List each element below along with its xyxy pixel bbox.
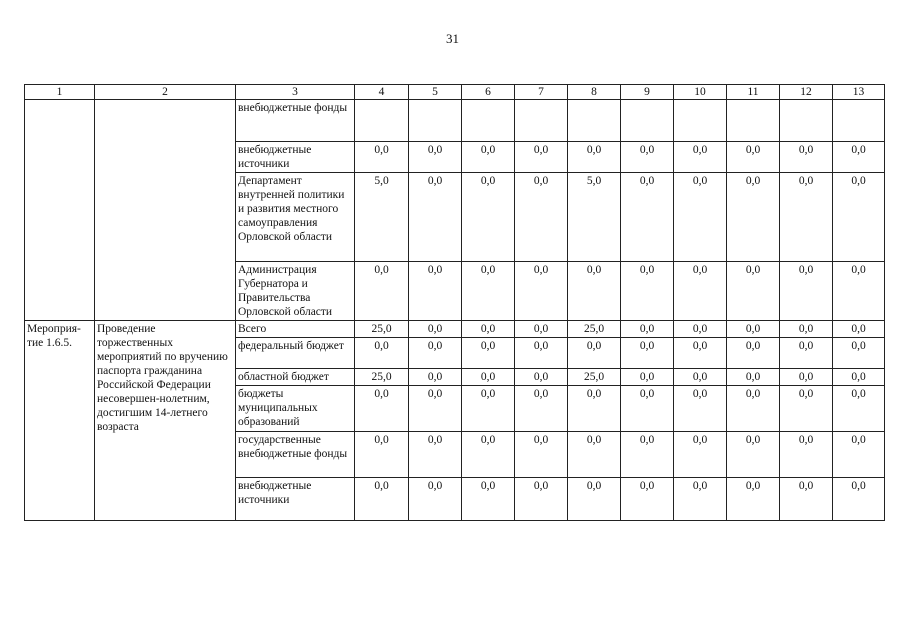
value-cell: 0,0 (727, 386, 780, 432)
value-cell: 25,0 (355, 321, 409, 338)
funding-source-cell: государственные внебюджетные фонды (236, 432, 355, 478)
value-cell: 0,0 (780, 262, 833, 321)
value-cell: 0,0 (727, 262, 780, 321)
value-cell: 0,0 (727, 173, 780, 262)
value-cell: 0,0 (355, 262, 409, 321)
value-cell: 0,0 (674, 321, 727, 338)
value-cell: 0,0 (568, 338, 621, 369)
value-cell: 0,0 (515, 369, 568, 386)
value-cell: 0,0 (674, 432, 727, 478)
value-cell: 0,0 (621, 432, 674, 478)
header-cell: 5 (409, 85, 462, 100)
value-cell: 0,0 (462, 338, 515, 369)
value-cell: 0,0 (409, 321, 462, 338)
value-cell: 0,0 (568, 478, 621, 521)
value-cell: 0,0 (621, 478, 674, 521)
value-cell: 0,0 (727, 321, 780, 338)
value-cell: 0,0 (462, 369, 515, 386)
header-cell: 3 (236, 85, 355, 100)
header-cell: 2 (95, 85, 236, 100)
value-cell: 0,0 (621, 321, 674, 338)
value-cell (355, 100, 409, 142)
value-cell: 0,0 (674, 262, 727, 321)
funding-source-cell: внебюджетные источники (236, 142, 355, 173)
value-cell: 0,0 (780, 321, 833, 338)
value-cell: 0,0 (515, 173, 568, 262)
value-cell: 0,0 (833, 321, 885, 338)
header-cell: 1 (25, 85, 95, 100)
value-cell (515, 100, 568, 142)
value-cell (727, 100, 780, 142)
value-cell: 0,0 (780, 173, 833, 262)
value-cell: 0,0 (674, 478, 727, 521)
funding-source-cell: Администрация Губернатора и Правительства Орловской области (236, 262, 355, 321)
funding-source-cell: внебюджетные источники (236, 478, 355, 521)
value-cell: 0,0 (727, 432, 780, 478)
value-cell: 0,0 (833, 432, 885, 478)
header-cell: 12 (780, 85, 833, 100)
value-cell: 0,0 (568, 432, 621, 478)
value-cell: 0,0 (674, 386, 727, 432)
value-cell: 0,0 (621, 338, 674, 369)
header-cell: 13 (833, 85, 885, 100)
value-cell: 0,0 (462, 478, 515, 521)
funding-source-cell: федеральный бюджет (236, 338, 355, 369)
value-cell: 0,0 (515, 142, 568, 173)
measure-name-cell: Проведение торжественных мероприятий по вручению паспорта гражданина Российской Федерации несовершен-нолетним, достигшим 14-летнего возраста (95, 321, 236, 521)
value-cell: 0,0 (515, 338, 568, 369)
value-cell: 0,0 (355, 386, 409, 432)
value-cell: 0,0 (833, 262, 885, 321)
value-cell: 0,0 (409, 369, 462, 386)
value-cell: 0,0 (515, 432, 568, 478)
value-cell: 0,0 (780, 386, 833, 432)
funding-source-cell: внебюджетные фонды (236, 100, 355, 142)
header-cell: 8 (568, 85, 621, 100)
value-cell: 0,0 (780, 369, 833, 386)
funding-source-cell: Департамент внутренней политики и развития местного самоуправления Орловской области (236, 173, 355, 262)
measure-code-cell: Мероприя-тие 1.6.5. (25, 321, 95, 521)
value-cell: 0,0 (462, 142, 515, 173)
table-row (25, 321, 885, 338)
value-cell: 0,0 (674, 173, 727, 262)
value-cell: 5,0 (568, 173, 621, 262)
value-cell: 0,0 (621, 386, 674, 432)
value-cell: 0,0 (409, 478, 462, 521)
value-cell: 25,0 (568, 369, 621, 386)
value-cell (780, 100, 833, 142)
value-cell (568, 100, 621, 142)
value-cell: 0,0 (833, 386, 885, 432)
value-cell: 0,0 (568, 262, 621, 321)
value-cell: 0,0 (462, 386, 515, 432)
value-cell: 0,0 (621, 262, 674, 321)
value-cell: 25,0 (355, 369, 409, 386)
value-cell (462, 100, 515, 142)
value-cell: 0,0 (833, 142, 885, 173)
value-cell: 0,0 (780, 338, 833, 369)
measure-name-cell (95, 100, 236, 321)
value-cell: 25,0 (568, 321, 621, 338)
value-cell: 0,0 (409, 432, 462, 478)
value-cell (833, 100, 885, 142)
value-cell: 0,0 (727, 338, 780, 369)
header-cell: 6 (462, 85, 515, 100)
value-cell: 0,0 (833, 338, 885, 369)
value-cell: 0,0 (409, 262, 462, 321)
funding-source-cell: областной бюджет (236, 369, 355, 386)
value-cell: 0,0 (409, 173, 462, 262)
value-cell: 0,0 (621, 142, 674, 173)
value-cell: 0,0 (568, 386, 621, 432)
value-cell: 0,0 (727, 369, 780, 386)
header-cell: 11 (727, 85, 780, 100)
value-cell: 0,0 (780, 478, 833, 521)
measure-code-cell (25, 100, 95, 321)
value-cell: 0,0 (462, 173, 515, 262)
budget-table (24, 84, 885, 521)
value-cell (621, 100, 674, 142)
value-cell: 0,0 (727, 478, 780, 521)
value-cell: 0,0 (515, 386, 568, 432)
header-cell: 9 (621, 85, 674, 100)
value-cell: 0,0 (355, 142, 409, 173)
value-cell: 0,0 (409, 338, 462, 369)
value-cell: 0,0 (355, 432, 409, 478)
value-cell: 0,0 (462, 432, 515, 478)
value-cell: 0,0 (674, 369, 727, 386)
table-row (25, 100, 885, 142)
value-cell (674, 100, 727, 142)
value-cell: 0,0 (780, 142, 833, 173)
value-cell: 0,0 (409, 386, 462, 432)
value-cell: 0,0 (409, 142, 462, 173)
header-cell: 10 (674, 85, 727, 100)
value-cell (409, 100, 462, 142)
value-cell: 0,0 (780, 432, 833, 478)
value-cell: 0,0 (515, 478, 568, 521)
value-cell: 0,0 (621, 369, 674, 386)
funding-source-cell: Всего (236, 321, 355, 338)
value-cell: 0,0 (462, 321, 515, 338)
value-cell: 0,0 (727, 142, 780, 173)
header-cell: 4 (355, 85, 409, 100)
header-row (25, 85, 885, 100)
value-cell: 0,0 (674, 338, 727, 369)
header-cell: 7 (515, 85, 568, 100)
value-cell: 0,0 (568, 142, 621, 173)
value-cell: 0,0 (462, 262, 515, 321)
value-cell: 0,0 (833, 369, 885, 386)
value-cell: 0,0 (833, 173, 885, 262)
value-cell: 0,0 (674, 142, 727, 173)
value-cell: 0,0 (515, 262, 568, 321)
value-cell: 5,0 (355, 173, 409, 262)
value-cell: 0,0 (515, 321, 568, 338)
value-cell: 0,0 (355, 478, 409, 521)
funding-source-cell: бюджеты муниципальных образований (236, 386, 355, 432)
value-cell: 0,0 (355, 338, 409, 369)
page-number: 31 (446, 31, 459, 46)
value-cell: 0,0 (833, 478, 885, 521)
value-cell: 0,0 (621, 173, 674, 262)
